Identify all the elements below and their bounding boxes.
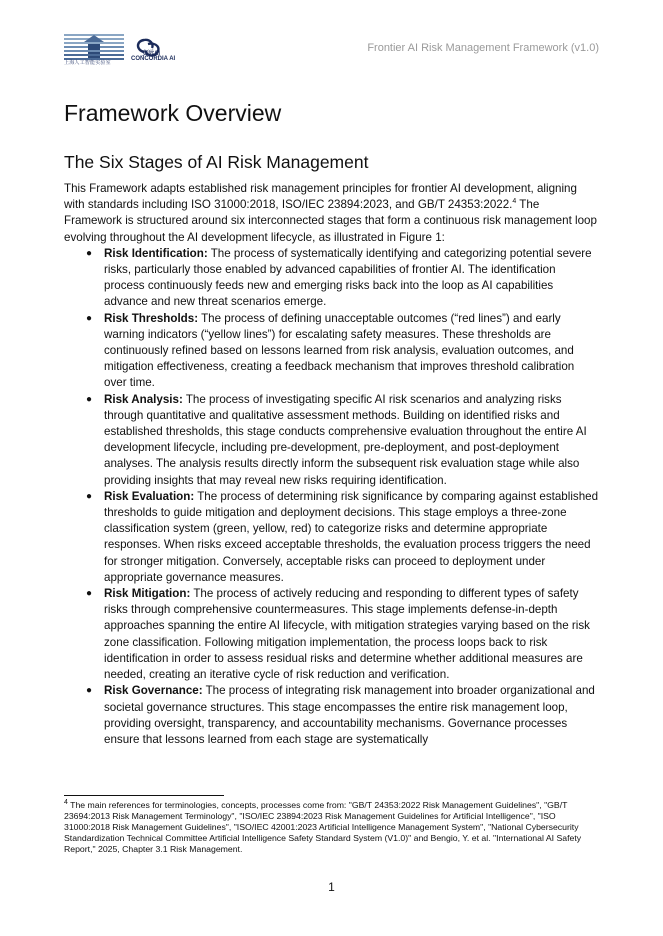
- list-item: [64, 683, 599, 748]
- list-item: [64, 311, 599, 392]
- stage-description: The process of determining risk significance by comparing against established thresholds to guide mitigation and deployment decisions. This stage employs a three-zone classification system (green, yellow, red) to categorize risks and determine appropriate responses. When risks exceed acceptable thresholds, the evaluation process triggers the need for stronger mitigation. Conversely, acceptable risks can proceed to deployment under appropriate governance measures.: [104, 489, 599, 584]
- stage-description: The process of defining unacceptable outcomes (“red lines”) and early warning indicators (“yellow lines”) for escalating safety measures. These thresholds are continuously refined based on lessons learned from risk analysis, evaluation outcomes, and mitigation effectiveness, creating a feedback mechanism that improves threshold calibration over time.: [104, 311, 575, 390]
- stage-description: The process of actively reducing and responding to different types of safety risks through comprehensive countermeasures. This stage implements defense-in-depth approaches spanning the entire AI lifecycle, with mitigation strategies varying based on the risk zone classification. Following mitigation implementation, the process loops back to risk identification in order to assess residual risks and determine whether additional measures are needed, creating an iterative cycle of risk reduction and verification.: [104, 587, 590, 682]
- list-item: [64, 586, 599, 683]
- list-item: [64, 392, 599, 489]
- bullet-icon: ●: [86, 312, 93, 324]
- body-text: [64, 181, 599, 748]
- footnote-text: The main references for terminologies, concepts, processes come from: "GB/T 24353:2022 Risk Management Guidelines", "GB/T 23694:2013 Risk Management Terminology", "ISO/IEC 23894:2023 Risk Management Guidelines for Artificial Intelligence", "ISO 31000:2018 Risk Management Guidelines", "ISO/IEC 42001:2023 Artificial Intelligence Management System", "National Cybersecurity Standardization Technical Committee Artificial Intelligence Safety Standard System (V1.0)" and Bengio, Y. et al. "International AI Safety Report," 2025, Chapter 3.1 Risk Management.: [64, 800, 582, 854]
- bullet-icon: ●: [86, 247, 93, 259]
- stage-description: The process of systematically identifying and categorizing potential severe risks, particularly those enabled by advanced capabilities of frontier AI. The identification process continuously feeds new and emerging risks back into the loop as AI capabilities advance and new threat scenarios emerge.: [104, 246, 592, 309]
- concordia-ai-logo-cn: 安远AI: [142, 51, 161, 57]
- stage-name: Risk Mitigation:: [104, 587, 191, 601]
- section-title: Framework Overview: [64, 100, 282, 126]
- list-item: [64, 246, 599, 311]
- shanghai-ai-lab-logo-text: 上海人工智能实验室: [64, 60, 111, 66]
- subsection-title: The Six Stages of AI Risk Management: [64, 152, 369, 172]
- intro-paragraph: [64, 181, 599, 246]
- bullet-icon: ●: [86, 393, 93, 405]
- bullet-icon: ●: [86, 685, 93, 697]
- page-number: 1: [328, 880, 335, 894]
- bullet-icon: ●: [86, 588, 93, 600]
- running-header: Frontier AI Risk Management Framework (v1.0): [367, 42, 599, 54]
- footnote-marker: 4: [64, 799, 68, 807]
- footnote-reference[interactable]: 4: [512, 198, 517, 206]
- stage-name: Risk Analysis:: [104, 392, 183, 406]
- bullet-icon: ●: [86, 490, 93, 502]
- stages-list: [64, 246, 599, 748]
- stage-name: Risk Evaluation:: [104, 489, 195, 503]
- stage-name: Risk Governance:: [104, 684, 203, 698]
- stage-name: Risk Identification:: [104, 246, 208, 260]
- concordia-ai-logo-en: CONCORDIA AI: [131, 56, 176, 62]
- intro-text-before-note: This Framework adapts established risk management principles for frontier AI development, aligning with standards including ISO 31000:2018, ISO/IEC 23894:2023, and GB/T 24353:2022.: [64, 182, 577, 212]
- list-item: [64, 489, 599, 586]
- intro-text-after-note: The Framework is structured around six interconnected stages that form a continuous risk management loop evolving throughout the AI development lifecycle, as illustrated in Figure 1:: [64, 198, 597, 244]
- footnote: [64, 800, 599, 855]
- footnote-divider: [64, 795, 224, 796]
- stage-description: The process of investigating specific AI risk scenarios and analyzing risks through quantitative and qualitative assessment methods. Building on identified risks and established thresholds, this stage conducts comprehensive evaluation throughout the entire AI development lifecycle, including pre-development, pre-deployment, and post-deployment analyses. The analysis results directly inform the subsequent risk evaluation stage while also providing insights that may reveal new risks requiring identification.: [104, 392, 587, 487]
- stage-description: The process of integrating risk management into broader organizational and societal governance structures. This stage encompasses the entire risk management loop, providing oversight, transparency, and accountability mechanisms. Governance processes ensure that lessons learned from each stage are systematically: [104, 684, 595, 746]
- stage-name: Risk Thresholds:: [104, 311, 199, 325]
